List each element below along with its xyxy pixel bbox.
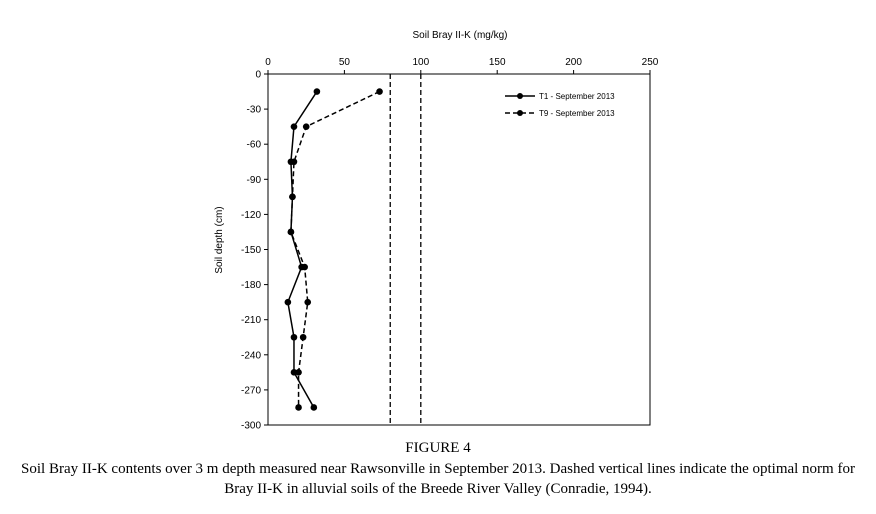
data-point: [314, 88, 321, 95]
x-tick-label: 250: [641, 57, 659, 68]
y-tick-label: -180: [240, 280, 261, 292]
y-tick-label: -60: [246, 139, 261, 151]
y-tick-label: -120: [240, 209, 261, 221]
y-axis-label: Soil depth (cm): [214, 206, 225, 274]
series-layer: [285, 88, 383, 411]
legend-marker: [517, 93, 523, 99]
figure-label: FIGURE 4: [405, 440, 471, 456]
data-point: [291, 158, 298, 165]
series-line: [288, 92, 317, 408]
y-tick-label: -90: [246, 174, 261, 186]
data-point: [376, 88, 383, 95]
plot-border: [268, 74, 650, 425]
data-point: [289, 194, 296, 201]
y-axis-ticks: [241, 70, 268, 432]
legend-item: [505, 92, 615, 101]
data-point: [288, 229, 295, 236]
x-tick-label: 200: [565, 57, 582, 68]
legend-marker: [517, 110, 523, 116]
plot-frame: [268, 74, 650, 425]
y-tick-label: -300: [240, 420, 261, 432]
legend-item: [505, 109, 615, 118]
data-point: [295, 369, 302, 376]
legend: [505, 92, 615, 118]
y-tick-label: 0: [255, 69, 261, 81]
series-line: [291, 92, 380, 408]
y-tick-label: -210: [240, 315, 261, 327]
data-point: [285, 299, 292, 306]
x-tick-label: 50: [338, 57, 350, 68]
data-point: [304, 299, 311, 306]
x-tick-label: 100: [412, 57, 430, 68]
data-point: [295, 404, 302, 411]
data-point: [303, 123, 310, 130]
legend-label: T9 - September 2013: [539, 109, 615, 118]
y-tick-label: -240: [240, 350, 261, 362]
series-2: [288, 88, 383, 411]
legend-label: T1 - September 2013: [539, 92, 615, 101]
y-tick-label: -150: [240, 245, 261, 256]
x-axis-ticks: [265, 57, 659, 74]
data-point: [300, 334, 307, 341]
x-tick-label: 150: [488, 57, 506, 68]
data-point: [291, 123, 298, 130]
x-tick-label: 0: [265, 57, 271, 68]
data-point: [301, 264, 308, 271]
reference-lines: [390, 74, 421, 425]
x-axis-label: Soil Bray II-K (mg/kg): [412, 30, 508, 41]
data-point: [311, 404, 318, 411]
data-point: [291, 334, 298, 341]
figure-caption: Soil Bray II-K contents over 3 m depth measured near Rawsonville in September 2013. Dashed vertical lines indicate the optimal norm for Bray II-K in alluvial soils of the Breede River Valley (Conradie, 1994).: [21, 461, 855, 497]
y-tick-label: -270: [240, 385, 261, 397]
y-tick-label: -30: [246, 104, 261, 116]
